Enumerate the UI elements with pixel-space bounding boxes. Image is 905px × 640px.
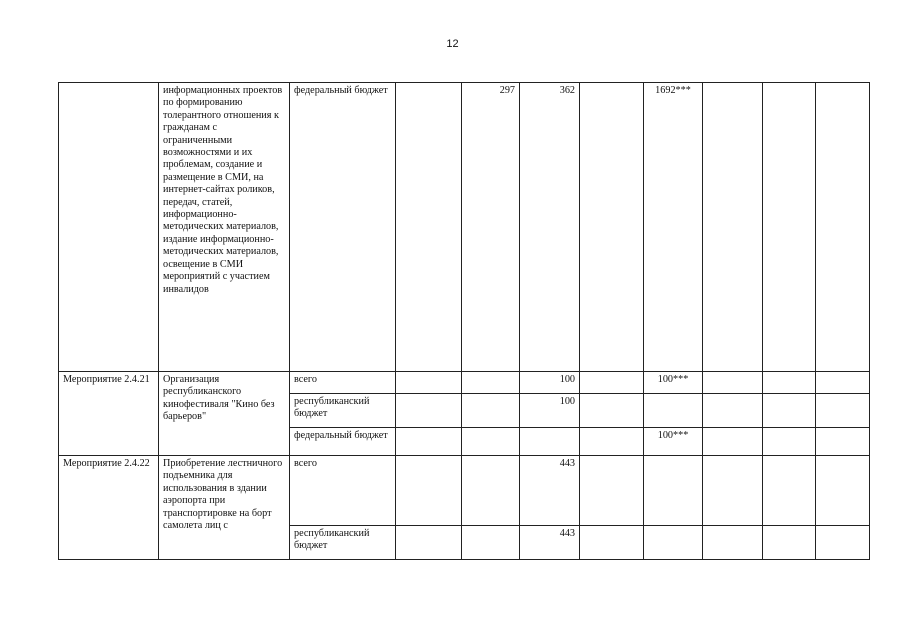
cell-name: Приобретение лестничного подъемника для использования в здании аэропорта при транспортировке на борт самолета лиц с	[159, 456, 290, 560]
cell-name: Организация республиканского кинофестиваля "Кино без барьеров"	[159, 372, 290, 456]
cell-label	[59, 83, 159, 372]
cell-value: 362	[520, 83, 580, 372]
budget-table	[58, 82, 870, 560]
cell-value: 443	[520, 526, 580, 560]
cell-source: республиканский бюджет	[290, 394, 396, 428]
cell-source: федеральный бюджет	[290, 428, 396, 456]
cell-value: 100***	[644, 428, 703, 456]
cell-value: 100	[520, 394, 580, 428]
cell-source: республиканский бюджет	[290, 526, 396, 560]
cell-value: 100	[520, 372, 580, 394]
cell-value: 1692***	[644, 83, 703, 372]
cell-value: 443	[520, 456, 580, 526]
cell-value	[520, 428, 580, 456]
cell-label: Мероприятие 2.4.21	[59, 372, 159, 456]
cell-source: всего	[290, 456, 396, 526]
cell-label: Мероприятие 2.4.22	[59, 456, 159, 560]
cell-source: федеральный бюджет	[290, 83, 396, 372]
cell-value: 100***	[644, 372, 703, 394]
cell-value: 297	[462, 83, 520, 372]
cell-name: информационных проектов по формированию толерантного отношения к гражданам с ограниченными возможностями и их проблемам, создание и размещение в СМИ, на интернет-сайтах роликов, передач, статей, информационно-методических материалов, издание информационно-методических материалов, освещение в СМИ мероприятий с участием инвалидов	[159, 83, 290, 372]
table-row	[59, 83, 870, 372]
table-row	[59, 456, 870, 526]
table-row	[59, 372, 870, 394]
cell-source: всего	[290, 372, 396, 394]
page-number: 12	[446, 38, 459, 50]
cell-value	[644, 394, 703, 428]
